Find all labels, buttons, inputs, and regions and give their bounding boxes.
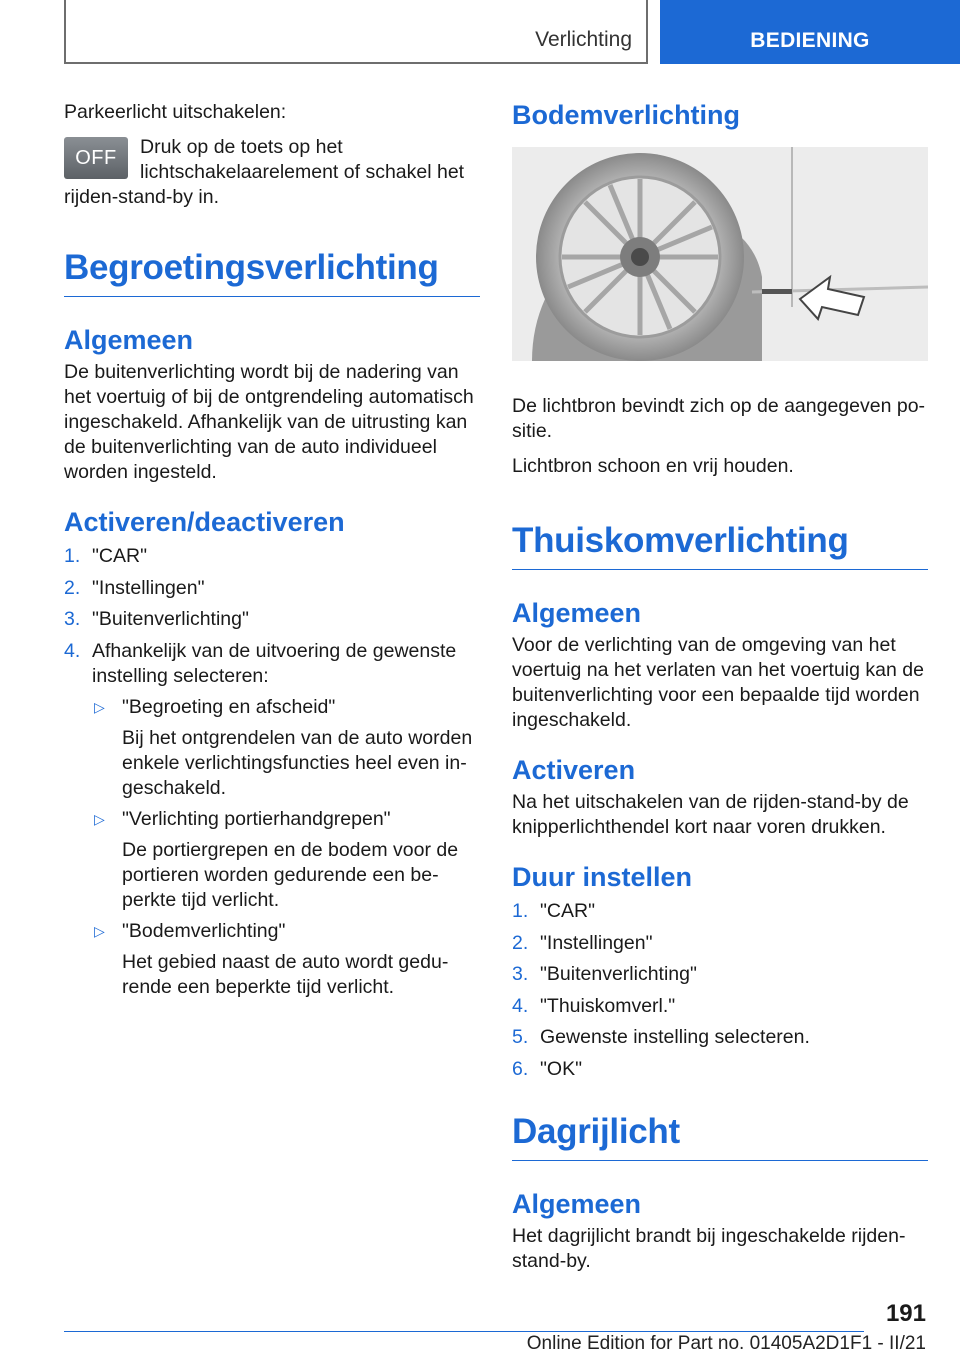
option-item: ▷ "Begroeting en afscheid" Bij het ontgrendelen van de auto worden enkele verlichtingsfuncties heel even ingeschakeld.	[94, 695, 473, 799]
activate-heading: Activeren/deactiveren	[64, 507, 345, 537]
homecoming-activate-heading: Activeren	[512, 755, 636, 785]
off-button-icon: OFF	[64, 137, 128, 179]
footer-divider	[64, 1331, 864, 1332]
homecoming-activate-text: Na het uitschakelen van de rijden-stand-by de knipperlichthendel kort naar voren drukken.	[512, 791, 909, 838]
ground-light-text-2: Lichtbron schoon en vrij houden.	[512, 455, 794, 477]
off-instruction	[64, 135, 480, 210]
list-item: 6. "OK"	[512, 1057, 583, 1080]
list-item: 3. "Buitenverlichting"	[512, 963, 697, 985]
header-box	[64, 0, 648, 64]
car-wheel-illustration	[512, 147, 928, 361]
section-title-homecoming-light: Thuiskomverlichting	[512, 521, 928, 570]
left-column	[64, 100, 480, 1010]
chapter-tab[interactable]: BEDIENING	[660, 0, 960, 64]
triangle-bullet-icon: ▷	[94, 698, 105, 715]
option-item: ▷ "Verlichting portierhandgrepen" De portiergrepen en de bodem voor de portieren worden gedurende een beperkte tijd verlicht.	[94, 807, 459, 911]
daytime-general-text: Het dagrijlicht brandt bij ingeschakelde rijdenstand-by.	[512, 1224, 906, 1272]
option-item: ▷ "Bodemverlichting" Het gebied naast de auto wordt gedurende een beperkte tijd verlicht.	[94, 919, 449, 998]
right-column	[512, 100, 928, 1284]
parking-light-label: Parkeerlicht uitschakelen:	[64, 101, 287, 123]
list-item: 4. "Thuiskomverl."	[512, 994, 676, 1017]
page-number: 191	[885, 1300, 926, 1327]
triangle-bullet-icon: ▷	[94, 810, 105, 827]
list-item: 5. Gewenste instelling selecteren.	[512, 1026, 810, 1048]
general-heading: Algemeen	[64, 325, 194, 355]
duration-heading: Duur instellen	[512, 862, 693, 892]
off-instruction-text: Druk op de toets op het lichtschakelaarelement of schakel het rijden-stand-by in.	[64, 136, 465, 208]
general-text: De buitenverlichting wordt bij de nadering van het voertuig of bij de ontgrendeling automatisch ingeschakeld. Afhankelijk van de uitrusting kan de buitenverlichting van de auto individueel worden ingesteld.	[64, 361, 474, 483]
list-item: 2. "Instellingen"	[64, 576, 205, 599]
triangle-bullet-icon: ▷	[94, 922, 105, 939]
ground-light-text-1: De lichtbron bevindt zich op de aangegeven positie.	[512, 395, 926, 442]
list-item: 1. "CAR"	[64, 545, 148, 567]
list-item: 4. Afhankelijk van de uitvoering de gewenste instelling selecteren: ▷ "Begroeting en afscheid" Bij het ontgrendelen van de auto worden enkele verlichtingsfuncties heel even ingeschakeld. ▷ "Verlichting portierhandgrepen" De portiergrepen en de bodem voor de portieren worden gedurende een beperkte tijd verlicht. ▷ "Bodemverlichting" Het gebied naast de auto wordt gedurende een beperkte tijd verlicht.	[64, 639, 480, 1000]
list-item: 2. "Instellingen"	[512, 931, 653, 954]
list-item: 1. "CAR"	[512, 900, 596, 922]
section-title-greeting-light: Begroetingsverlichting	[64, 248, 480, 297]
list-item: 3. "Buitenverlichting"	[64, 608, 249, 630]
option-list	[92, 695, 480, 1000]
header-section-title: Verlichting	[535, 28, 632, 51]
edition-text: Online Edition for Part no. 01405A2D1F1 - II/21	[526, 1333, 926, 1354]
activate-steps	[64, 544, 480, 1000]
duration-steps	[512, 899, 928, 1082]
section-title-daytime-light: Dagrijlicht	[512, 1112, 928, 1161]
homecoming-general-text: Voor de verlichting van de omgeving van het voertuig na het verlaten van het voertuig kan de buitenverlichting voor een bepaalde tijd worden ingeschakeld.	[512, 634, 924, 731]
homecoming-general-heading: Algemeen	[512, 598, 642, 628]
daytime-general-heading: Algemeen	[512, 1188, 642, 1219]
ground-light-heading: Bodemverlichting	[512, 100, 741, 130]
